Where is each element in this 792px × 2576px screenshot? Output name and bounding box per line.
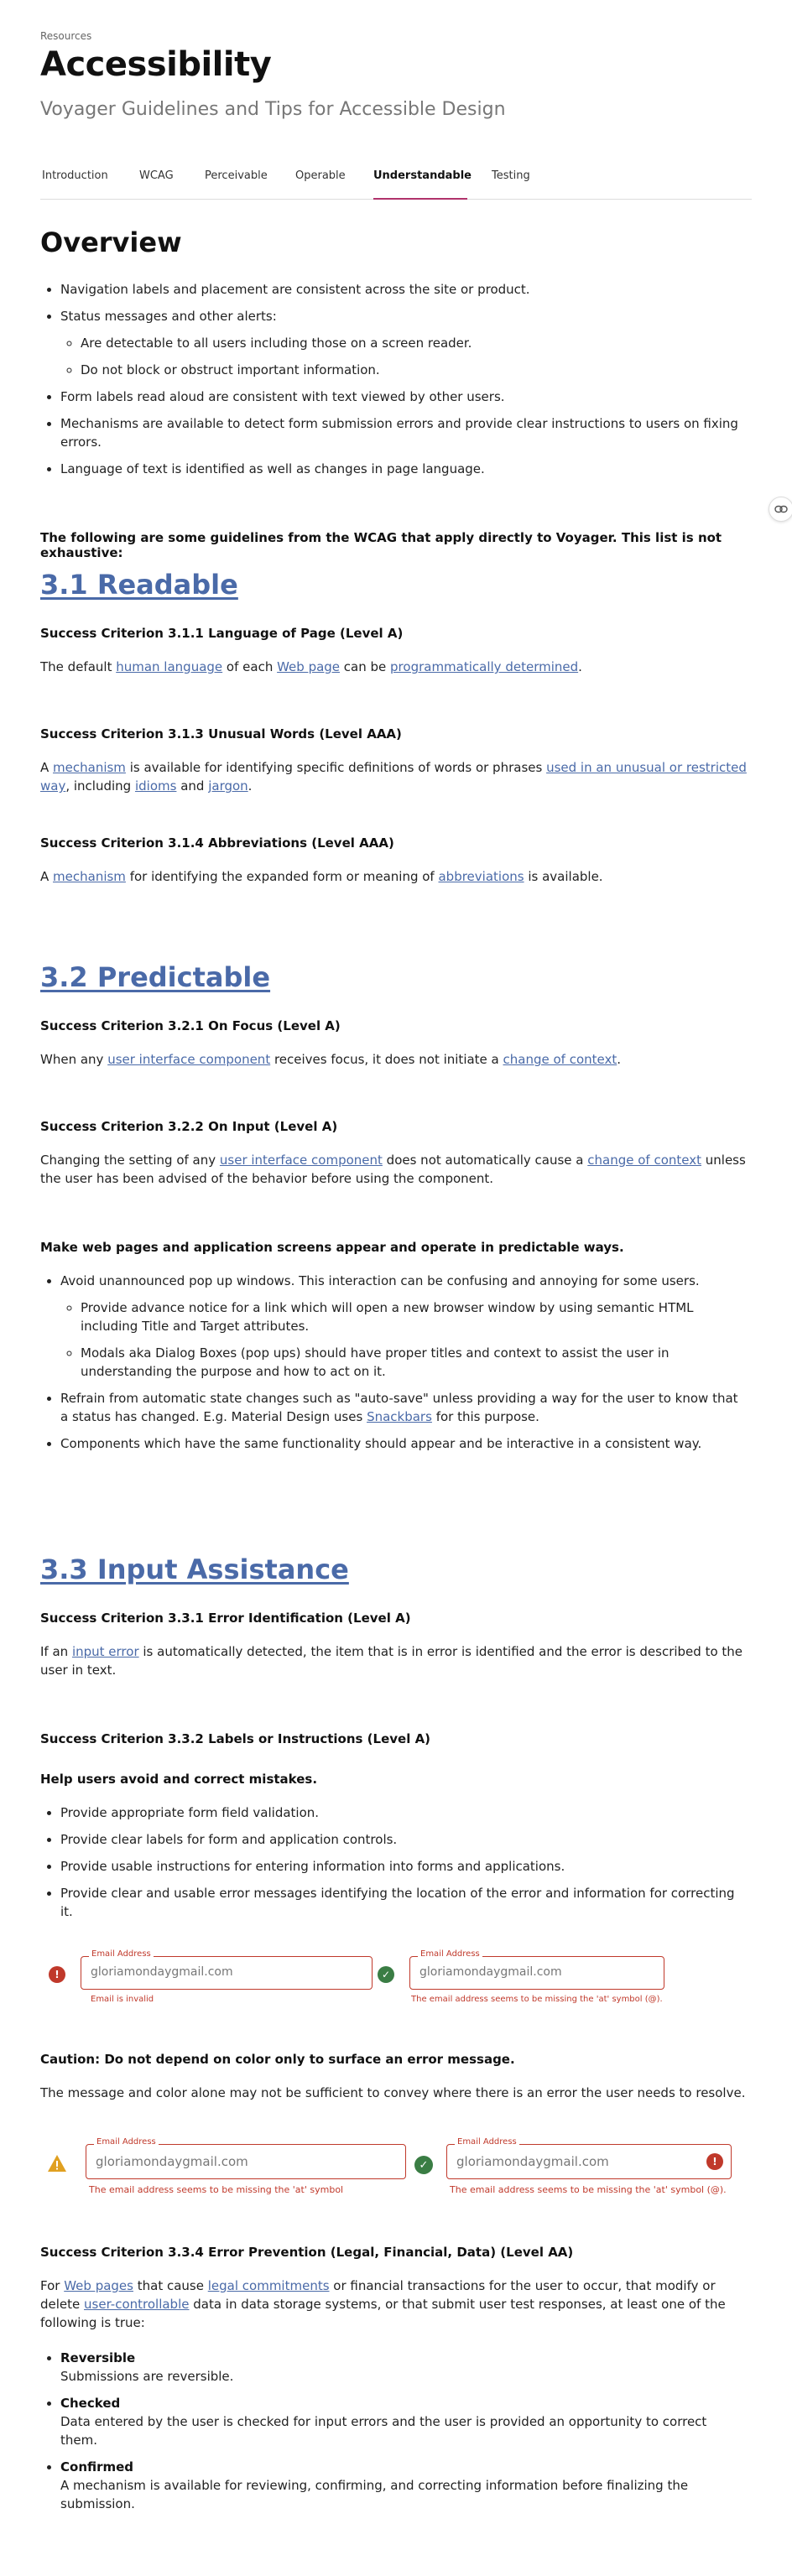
tab-wcag[interactable]: WCAG (139, 169, 174, 182)
link[interactable]: Web pages (64, 2278, 133, 2293)
caution-text: The message and color alone may not be sufficient to convey where there is an error the user needs to resolve. (40, 2085, 746, 2100)
link[interactable]: Web page (277, 659, 341, 674)
section-heading-readable[interactable]: 3.1 Readable (40, 569, 238, 601)
criterion-text: Changing the setting of any user interface component does not automatically cause a change of context unless the user has been advised of the behavior before using the component. (40, 1153, 746, 1186)
list-item: • Mechanisms are available to detect form submission errors and provide clear instructions to users on fixing errors. (60, 414, 745, 451)
list-item: • Avoid unannounced pop up windows. This interaction can be confusing and annoying for some users. ◦ Provide advance notice for a link which will open a new browser window by using semantic HTML including Title and Target attributes. ◦ Modals aka Dialog Boxes (pop ups) should have proper titles and context to assist the user in understanding the purpose and how to act on it. (60, 1272, 745, 1381)
email-field-with-icon[interactable] (446, 2137, 732, 2198)
link[interactable]: mechanism (53, 760, 126, 775)
criterion-text: A mechanism is available for identifying specific definitions of words or phrases used in an unusual or restricted way, including idioms and jargon. (40, 760, 747, 794)
criterion-text: The default human language of each Web page can be programmatically determined. (40, 659, 582, 674)
list-item: • Provide usable instructions for entering information into forms and applications. (60, 1857, 745, 1876)
criterion-title: Success Criterion 3.3.4 Error Prevention (Legal, Financial, Data) (Level AA) (40, 2245, 574, 2260)
error-icon: ! (49, 1966, 65, 1983)
overview-heading: Overview (40, 226, 182, 258)
list-item (60, 2349, 745, 2386)
check-icon: ✓ (378, 1966, 394, 1983)
copy-link-button[interactable] (769, 497, 792, 522)
list-item: ◦ Do not block or obstruct important information. (81, 361, 745, 379)
description: Data entered by the user is checked for input errors and the user is provided an opportunity to correct them. (60, 2414, 707, 2448)
criterion-title: Success Criterion 3.1.1 Language of Page (Level A) (40, 626, 404, 641)
tab-perceivable[interactable]: Perceivable (205, 169, 268, 182)
tab-active-indicator (373, 198, 467, 200)
error-message-example (40, 1946, 752, 2013)
list-item (60, 2458, 745, 2513)
overview-list (40, 280, 745, 487)
field-label: Email Address (418, 1949, 482, 1959)
tab-operable[interactable]: Operable (295, 169, 346, 182)
field-label: Email Address (455, 2137, 519, 2147)
tab-testing[interactable]: Testing (492, 169, 530, 182)
breadcrumb[interactable]: Resources (40, 30, 92, 42)
tab-bar (40, 164, 752, 200)
description: Submissions are reversible. (60, 2369, 234, 2384)
link[interactable]: idioms (134, 778, 177, 794)
term: • Checked (60, 2396, 121, 2411)
criterion-text: When any user interface component receives focus, it does not initiate a change of context. (40, 1052, 622, 1067)
term: • Reversible (60, 2350, 136, 2365)
field-value: gloriamondaygmail.com (96, 2154, 248, 2169)
check-icon: ✓ (414, 2156, 433, 2174)
list-item: • Provide clear and usable error messages identifying the location of the error and information for correcting it. (60, 1884, 745, 1921)
list-item: • Components which have the same functionality should appear and be interactive in a consistent way. (60, 1434, 745, 1453)
email-field-color-only[interactable] (86, 2137, 406, 2198)
criterion-title: Success Criterion 3.2.2 On Input (Level A) (40, 1119, 338, 1134)
list-item: • Provide appropriate form field validation. (60, 1803, 745, 1822)
link[interactable]: mechanism (53, 869, 126, 884)
criterion-title: Success Criterion 3.1.4 Abbreviations (Level AAA) (40, 835, 394, 851)
email-field-bad[interactable] (81, 1949, 373, 2006)
list-item: ◦ Modals aka Dialog Boxes (pop ups) should have proper titles and context to assist the user in understanding the purpose and how to act on it. (81, 1344, 745, 1381)
link[interactable]: legal commitments (207, 2278, 330, 2293)
field-error: The email address seems to be missing the 'at' symbol (@). (450, 2184, 727, 2195)
link[interactable]: user-controllable (84, 2297, 190, 2312)
list-item: • Status messages and other alerts: ◦ Are detectable to all users including those on a screen reader. ◦ Do not block or obstruct important information. (60, 307, 745, 379)
page-subtitle: Voyager Guidelines and Tips for Accessible Design (40, 99, 506, 120)
link[interactable]: user interface component (107, 1052, 271, 1067)
link[interactable]: Snackbars (367, 1409, 432, 1424)
section-heading-predictable[interactable]: 3.2 Predictable (40, 961, 271, 993)
criterion-subtitle: Help users avoid and correct mistakes. (40, 1772, 318, 1787)
link[interactable]: used in an unusual or restricted way (40, 760, 747, 794)
field-value: gloriamondaygmail.com (419, 1965, 562, 1979)
error-icon: ! (706, 2153, 723, 2170)
email-field-good[interactable] (409, 1949, 664, 2006)
link[interactable]: programmatically determined (390, 659, 579, 674)
tips-title: Make web pages and application screens appear and operate in predictable ways. (40, 1240, 624, 1255)
criterion-text: If an input error is automatically detected, the item that is in error is identified and the error is described to the user in text. (40, 1644, 743, 1678)
criterion-title: Success Criterion 3.2.1 On Focus (Level A) (40, 1018, 341, 1033)
description: A mechanism is available for reviewing, confirming, and correcting information before finalizing the submission. (60, 2478, 689, 2511)
page-title: Accessibility (40, 45, 272, 84)
list-item: ◦ Provide advance notice for a link which will open a new browser window by using semantic HTML including Title and Target attributes. (81, 1298, 745, 1335)
list-item (60, 2394, 745, 2449)
field-error: The email address seems to be missing the 'at' symbol (89, 2184, 344, 2195)
list-item: • Provide clear labels for form and application controls. (60, 1830, 745, 1849)
labels-list (40, 1803, 745, 1929)
tab-introduction[interactable]: Introduction (42, 169, 108, 182)
list-item: ◦ Are detectable to all users including those on a screen reader. (81, 334, 745, 352)
field-value: gloriamondaygmail.com (91, 1965, 233, 1979)
section-heading-input-assistance[interactable]: 3.3 Input Assistance (40, 1553, 349, 1585)
predictable-tips-list (40, 1272, 745, 1461)
link[interactable]: user interface component (219, 1153, 383, 1168)
list-item: • Form labels read aloud are consistent with text viewed by other users. (60, 388, 745, 406)
guidelines-intro: The following are some guidelines from the WCAG that apply directly to Voyager. This list is not exhaustive: (40, 530, 722, 560)
field-error: The email address seems to be missing the 'at' symbol (@). (411, 1995, 663, 2004)
link[interactable]: jargon (208, 778, 248, 794)
list-item: • Refrain from automatic state changes such as "auto-save" unless providing a way for the user to know that a status has changed. E.g. Material Design uses Snackbars for this purpose. (60, 1389, 745, 1426)
link-icon (774, 505, 788, 513)
link[interactable]: human language (116, 659, 223, 674)
warning-icon (47, 2154, 67, 2173)
list-item: • Language of text is identified as well as changes in page language. (60, 460, 745, 478)
link[interactable]: change of context (503, 1052, 617, 1067)
link[interactable]: change of context (587, 1153, 701, 1168)
field-label: Email Address (94, 2137, 159, 2147)
criterion-text: A mechanism for identifying the expanded form or meaning of abbreviations is available. (40, 869, 603, 884)
criterion-text: For Web pages that cause legal commitments or financial transactions for the user to occur, that modify or delete user-controllable data in data storage systems, or that submit user test responses, at least one of the following is true: (40, 2278, 726, 2330)
field-value: gloriamondaygmail.com (456, 2154, 609, 2169)
error-prevention-list (40, 2349, 745, 2521)
criterion-title: Success Criterion 3.1.3 Unusual Words (Level AAA) (40, 726, 402, 742)
link[interactable]: input error (71, 1644, 139, 1659)
link[interactable]: abbreviations (438, 869, 524, 884)
criterion-title: Success Criterion 3.3.2 Labels or Instructions (Level A) (40, 1731, 431, 1746)
color-only-example (40, 2131, 752, 2206)
field-label: Email Address (89, 1949, 154, 1959)
tab-understandable[interactable]: Understandable (373, 169, 472, 182)
criterion-title: Success Criterion 3.3.1 Error Identification (Level A) (40, 1611, 411, 1626)
caution-title: Caution: Do not depend on color only to surface an error message. (40, 2052, 515, 2067)
term: • Confirmed (60, 2459, 134, 2475)
field-error: Email is invalid (91, 1995, 154, 2004)
list-item: • Navigation labels and placement are consistent across the site or product. (60, 280, 745, 299)
